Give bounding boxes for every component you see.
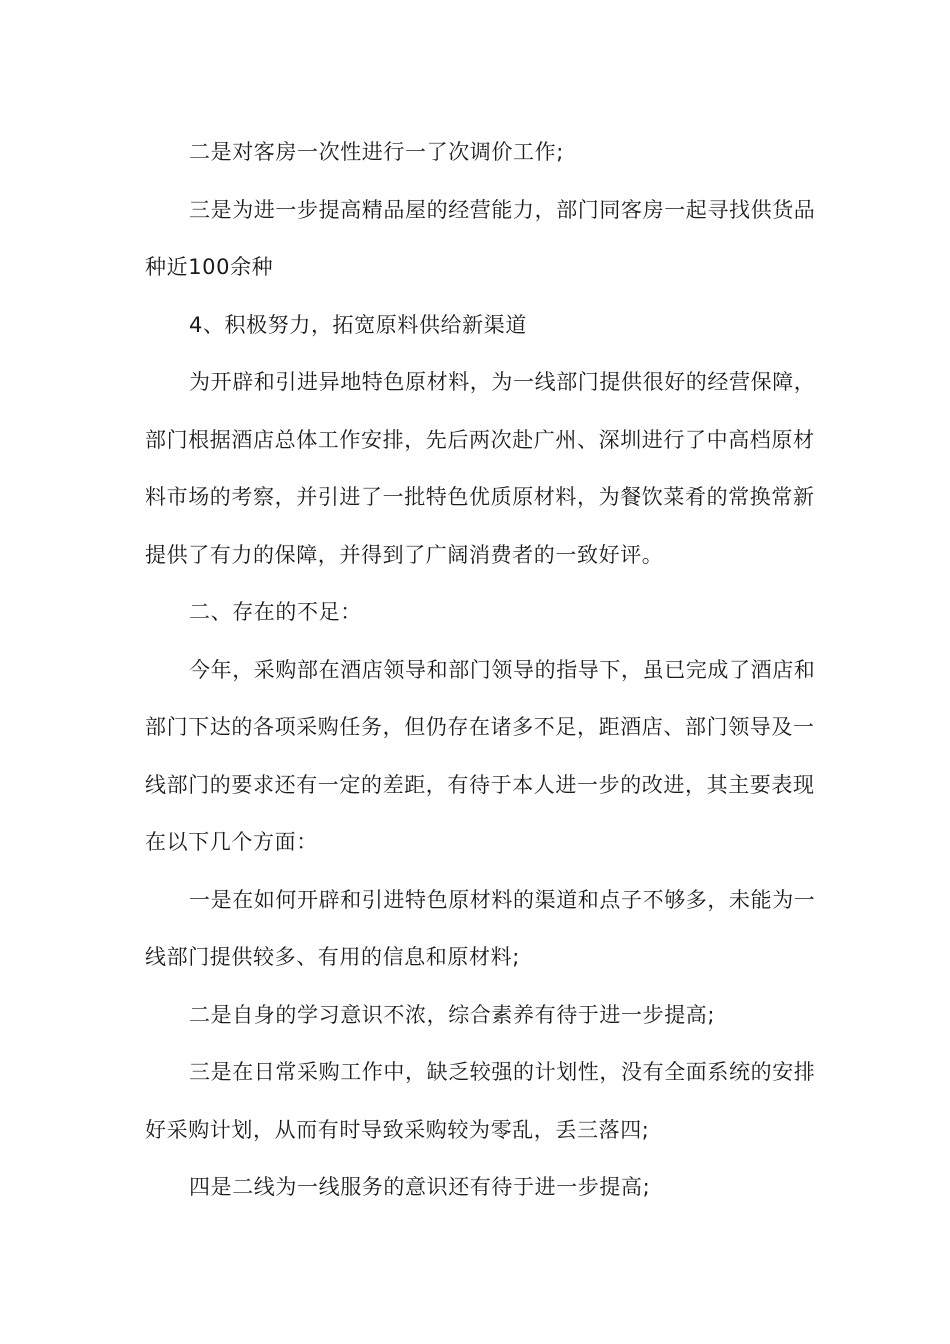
paragraph: 四是二线为一线服务的意识还有待于进一步提高; — [189, 1175, 651, 1199]
paragraph: 一是在如何开辟和引进特色原材料的渠道和点子不够多，未能为一线部门提供较多、有用的信息和原材料; — [145, 887, 816, 969]
section-heading: 4、积极努力，拓宽原料供给新渠道 — [189, 312, 527, 337]
document-body — [145, 124, 825, 1217]
paragraph: 三是为进一步提高精品屋的经营能力，部门同客房一起寻找供货品种近100余种 — [145, 197, 816, 279]
paragraph: 今年，采购部在酒店领导和部门领导的指导下，虽已完成了酒店和部门下达的各项采购任务，但仍存在诸多不足，距酒店、部门领导及一线部门的要求还有一定的差距，有待于本人进一步的改进，其主要表现在以下几个方面： — [145, 657, 816, 854]
paragraph: 为开辟和引进异地特色原材料，为一线部门提供很好的经营保障，部门根据酒店总体工作安排，先后两次赴广州、深圳进行了中高档原材料市场的考察，并引进了一批特色优质原材料，为餐饮菜肴的常换常新提供了有力的保障，并得到了广阔消费者的一致好评。 — [145, 370, 816, 567]
paragraph: 二是自身的学习意识不浓，综合素养有待于进一步提高; — [189, 1002, 716, 1027]
paragraph: 三是在日常采购工作中，缺乏较强的计划性，没有全面系统的安排好采购计划，从而有时导致采购较为零乱，丢三落四; — [145, 1060, 816, 1142]
paragraph: 二是对客房一次性进行一了次调价工作; — [189, 140, 564, 164]
section-heading: 二、存在的不足： — [189, 600, 362, 624]
